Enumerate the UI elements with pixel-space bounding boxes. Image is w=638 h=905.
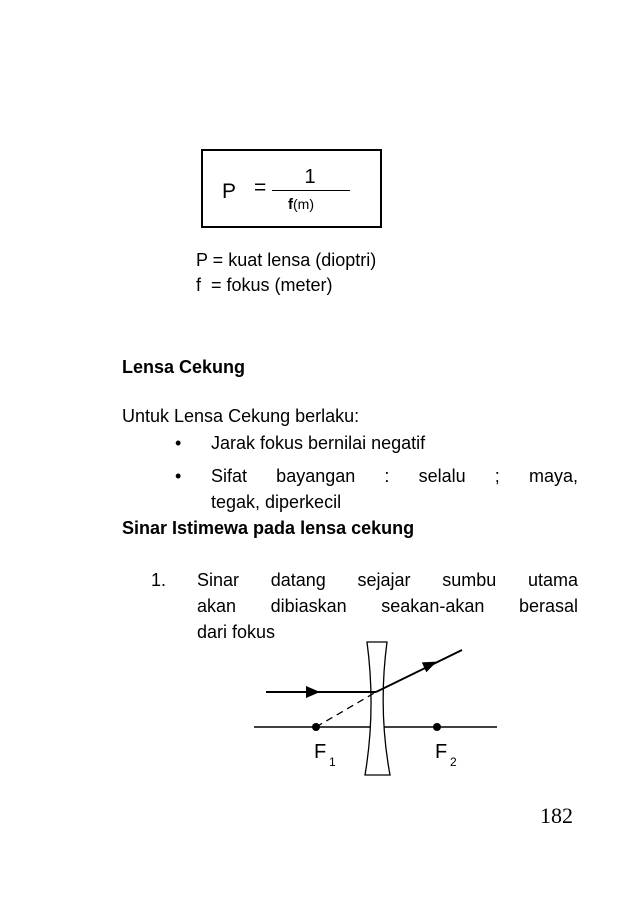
subsection-title: Sinar Istimewa pada lensa cekung xyxy=(122,518,415,538)
list-number: 1. xyxy=(151,570,167,590)
bullet-marker: • xyxy=(175,433,182,453)
f1-subscript: 1 xyxy=(329,755,336,769)
focus-point-f1 xyxy=(312,723,320,731)
section-title: Lensa Cekung xyxy=(122,357,246,377)
list-line-3: dari fokus xyxy=(197,622,276,642)
incident-ray-arrow xyxy=(306,686,320,698)
f2-subscript: 2 xyxy=(450,755,457,769)
focus-point-f2 xyxy=(433,723,441,731)
denominator-unit: (m) xyxy=(293,196,314,212)
intro-text: Untuk Lensa Cekung berlaku: xyxy=(122,406,360,426)
concave-lens xyxy=(365,642,390,775)
formula-numerator: 1 xyxy=(304,166,316,188)
definition-f: f = fokus (meter) xyxy=(196,275,333,295)
f1-label: F xyxy=(314,741,327,763)
refracted-ray xyxy=(376,650,462,692)
page-number: 182 xyxy=(540,803,573,828)
bullet-text-2: Sifat bayangan : selalu ; maya, xyxy=(211,466,578,486)
list-line-1: Sinar datang sejajar sumbu utama xyxy=(197,570,578,590)
virtual-ray-extension xyxy=(316,692,376,727)
formula-lhs: P xyxy=(222,180,237,203)
refracted-ray-arrow xyxy=(422,662,438,673)
formula-equals: = xyxy=(254,176,267,199)
list-line-2: akan dibiaskan seakan-akan berasal xyxy=(197,596,578,616)
f2-label: F xyxy=(435,741,448,763)
definition-p: P = kuat lensa (dioptri) xyxy=(196,250,377,270)
denominator-var: f xyxy=(288,196,293,213)
bullet-marker: • xyxy=(175,466,182,486)
bullet-text-1: Jarak fokus bernilai negatif xyxy=(211,433,426,453)
bullet-text-2-cont: tegak, diperkecil xyxy=(211,492,342,512)
